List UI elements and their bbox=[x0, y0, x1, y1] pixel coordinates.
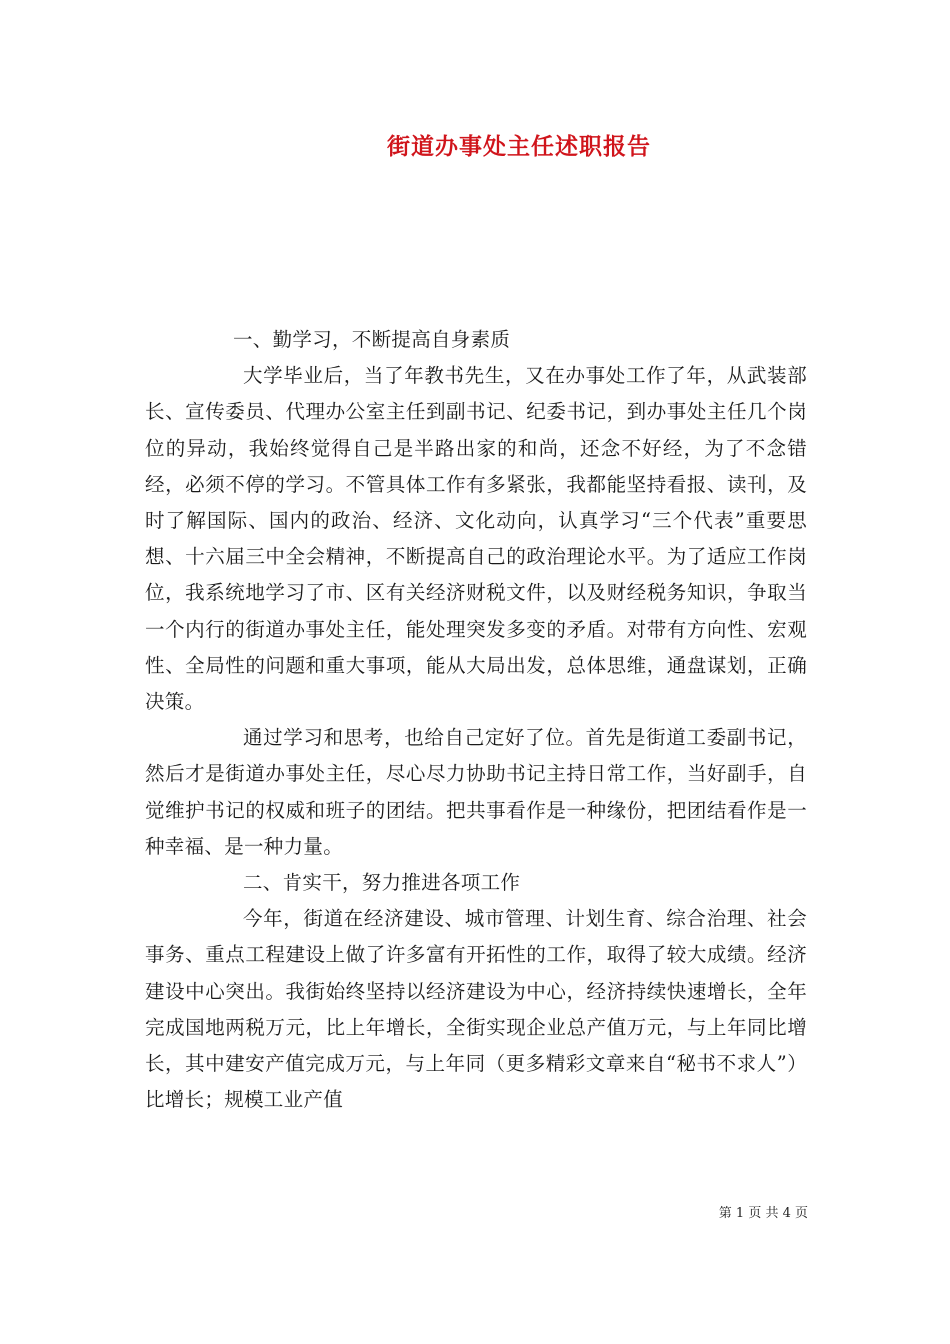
paragraph-3: 今年，街道在经济建设、城市管理、计划生育、综合治理、社会事务、重点工程建设上做了许多富有开拓性的工作，取得了较大成绩。经济建设中心突出。我街始终坚持以经济建设为中心，经济持续快速增长，全年完成国地两税万元，比上年增长，全街实现企业总产值万元，与上年同比增长，其中建安产值完成万元，与上年同（更多精彩文章来自“秘书不求人”）比增长；规模工业产值 bbox=[145, 907, 807, 1112]
section-heading-2: 二、肯实干，努力推进各项工作 bbox=[243, 871, 521, 895]
document-title: 街道办事处主任述职报告 bbox=[387, 133, 651, 160]
paragraph-1: 大学毕业后，当了年教书先生，又在办事处工作了年，从武装部长、宣传委员、代理办公室主任到副书记、纪委书记，到办事处主任几个岗位的异动，我始终觉得自己是半路出家的和尚，还念不好经，为了不念错经，必须不停的学习。不管具体工作有多紧张，我都能坚持看报、读刊，及时了解国际、国内的政治、经济、文化动向，认真学习“三个代表”重要思想、十六届三中全会精神，不断提高自己的政治理论水平。为了适应工作岗位，我系统地学习了市、区有关经济财税文件，以及财经税务知识，争取当一个内行的街道办事处主任，能处理突发多变的矛盾。对带有方向性、宏观性、全局性的问题和重大事项，能从大局出发，总体思维，通盘谋划，正确决策。 bbox=[145, 364, 807, 714]
section-heading-1: 一、勤学习，不断提高自身素质 bbox=[233, 328, 511, 351]
paragraph-2: 通过学习和思考，也给自己定好了位。首先是街道工委副书记，然后才是街道办事处主任，尽心尽力协助书记主持日常工作，当好副手，自觉维护书记的权威和班子的团结。把共事看作是一种缘份，把团结看作是一种幸福、是一种力量。 bbox=[145, 726, 807, 858]
document-body bbox=[145, 322, 807, 1118]
page-footer: 第 1 页 共 4 页 bbox=[718, 1206, 808, 1221]
